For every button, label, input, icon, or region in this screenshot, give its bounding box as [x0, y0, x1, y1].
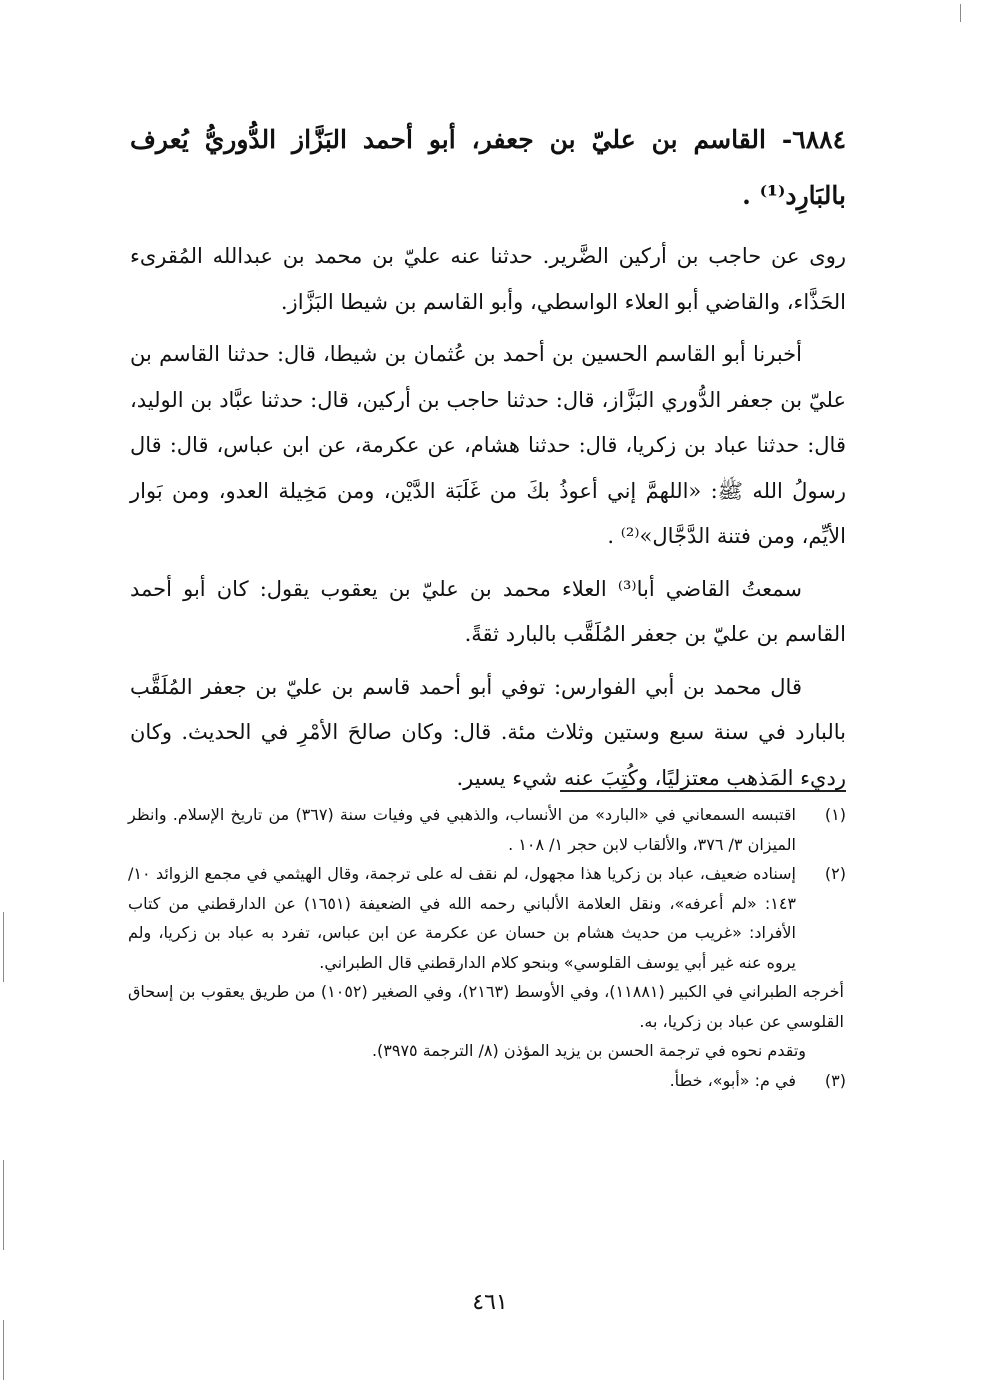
scan-edge-mark: [960, 4, 961, 22]
paragraph: روى عن حاجب بن أركين الضَّرير. حدثنا عنه عليّ بن محمد بن عبدالله المُقرىء الحَذَّاء، والقاضي أبو العلاء الواسطي، وأبو القاسم بن شيطا البَزَّاز.: [130, 244, 846, 314]
footnote-number: (٣): [824, 1070, 846, 1090]
page-number: ٤٦١: [472, 1290, 508, 1315]
main-text: [130, 234, 846, 808]
footnote-body: [128, 800, 796, 859]
entry-title: ٦٨٨٤- القاسم بن عليّ بن جعفر، أبو أحمد البَزَّاز الدُّوريُّ يُعرف بالبَارِد⁽¹⁾ .: [130, 125, 846, 210]
footnotes: [128, 800, 846, 1095]
footnote-text: اقتبسه السمعاني في «البارد» من الأنساب، والذهبي في وفيات سنة (٣٦٧) من تاريخ الإسلام. وانظر الميزان ٣/ ٣٧٦، والألقاب لابن حجر ١/ ١٠٨ .: [128, 805, 797, 854]
scan-edge-mark: [3, 912, 4, 982]
paragraph: أخبرنا أبو القاسم الحسين بن أحمد بن عُثمان بن شيطا، قال: حدثنا القاسم بن عليّ بن جعفر الدُّوري البَزَّاز، قال: حدثنا حاجب بن أركين، قال: حدثنا عبَّاد بن الوليد، قال: حدثنا عباد بن زكريا، قال: حدثنا هشام، عن عكرمة، عن ابن عباس، قال: قال رسولُ الله ﷺ: «اللهمَّ إني أعوذُ بكَ من غَلَبَة الدَّيْن، ومن مَخِيلة العدو، ومن بَوار الأيِّم، ومن فتنة الدَّجَّال»⁽²⁾ .: [130, 342, 846, 548]
footnote-number: (٢): [824, 864, 846, 883]
scan-edge-mark: [3, 1320, 4, 1380]
footnote-separator: [560, 790, 846, 792]
paragraph: قال محمد بن أبي الفوارس: توفي أبو أحمد قاسم بن عليّ بن جعفر المُلَقَّب بالبارد في سنة سبع وستين وثلاث مئة. قال: وكان صالحَ الأمْرِ في الحديث. وكان رديء المَذهب معتزليًا، وكُتِبَ عنه شيء يسير.: [130, 674, 846, 790]
footnote-text: إسناده ضعيف، عباد بن زكريا هذا مجهول، لم نقف له على ترجمة، وقال الهيثمي في مجمع الزوائد ١٠/ ١٤٣: «لم أعرفه»، ونقل العلامة الألباني رحمه الله في الضعيفة (١٦٥١) عن الدارقطني من كتاب الأفراد: «غريب من حديث هشام بن حسان عن عكرمة عن ابن عباس، تفرد به عباد بن زكريا، ولم يروه عنه غير أبي يوسف القلوسي» وبنحو كلام الدارقطني قال الطبراني.: [128, 864, 797, 972]
footnote: [128, 800, 846, 859]
paragraph: سمعتُ القاضي أبا⁽³⁾ العلاء محمد بن عليّ بن يعقوب يقول: كان أبو أحمد القاسم بن عليّ بن جعفر المُلَقَّب بالبارد ثقةً.: [130, 576, 846, 646]
footnote-body: [128, 859, 845, 1066]
footnote: [128, 859, 846, 1066]
footnote-number: (١): [824, 805, 846, 824]
scan-edge-mark: [3, 1160, 4, 1250]
footnote-text: وتقدم نحوه في ترجمة الحسن بن يزيد المؤذن (٨/ الترجمة ٣٩٧٥).: [371, 1041, 806, 1060]
footnote-body: [128, 1066, 796, 1096]
footnote-text: أخرجه الطبراني في الكبير (١١٨٨١)، وفي الأوسط (٢١٦٣)، وفي الصغير (١٠٥٢) من طريق يعقوب بن إسحاق القلوسي عن عباد بن زكريا، به.: [128, 982, 845, 1031]
footnote-text: في م: «أبو»، خطأ.: [669, 1070, 796, 1090]
footnote: [128, 1066, 846, 1096]
